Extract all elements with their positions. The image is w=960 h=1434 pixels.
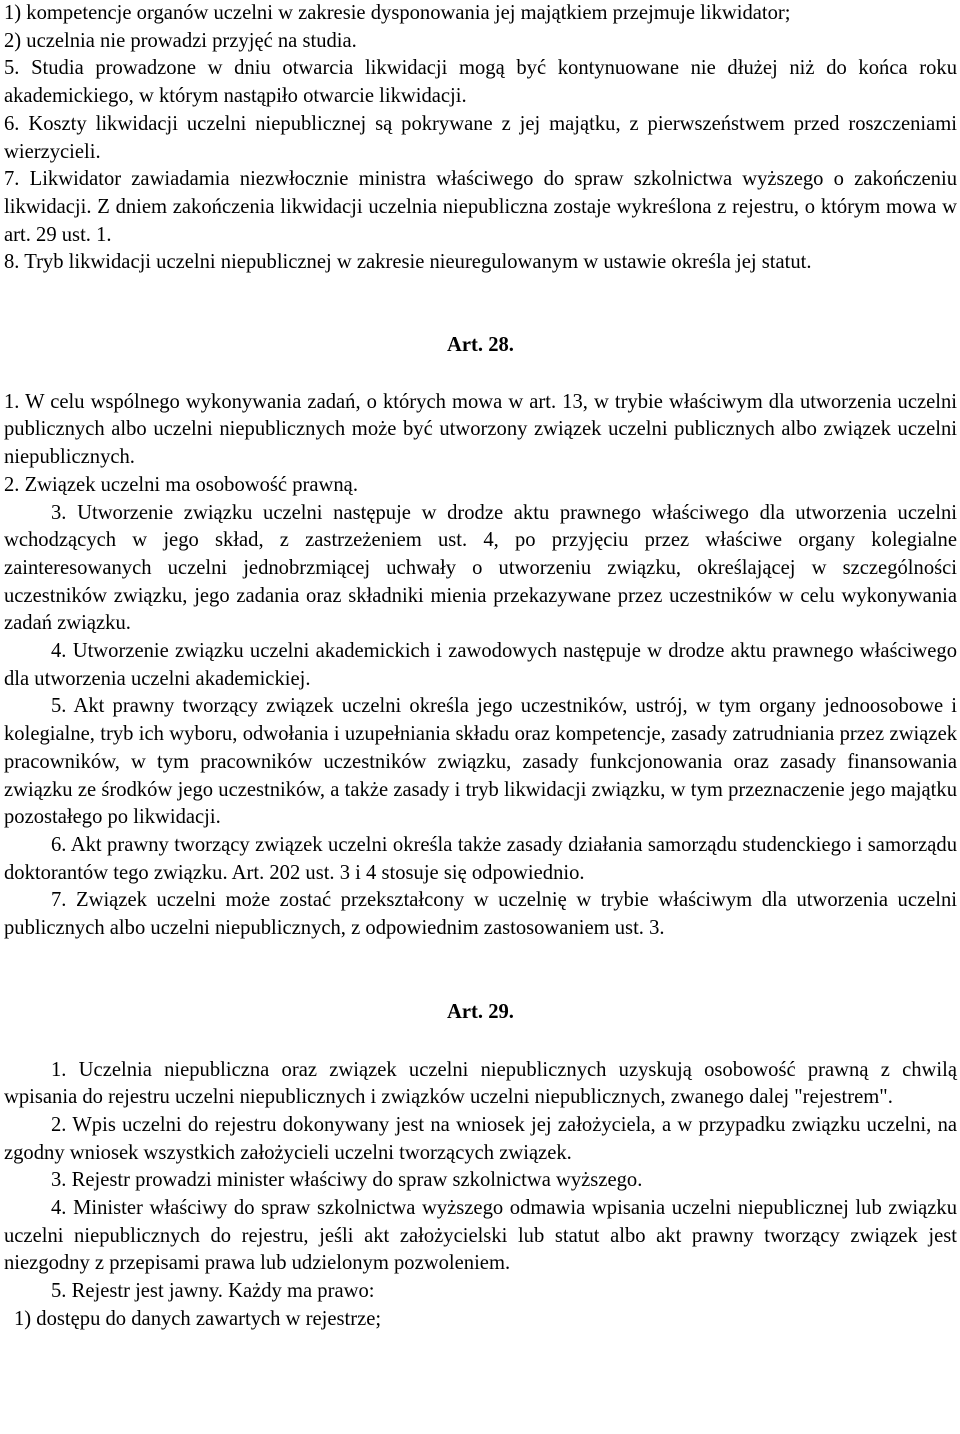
document-content xyxy=(4,0,957,1334)
paragraph: 5. Rejestr jest jawny. Każdy ma prawo: xyxy=(51,1280,375,1303)
list-item: 2) uczelnia nie prowadzi przyjęć na studia. xyxy=(4,29,357,52)
paragraph: 2. Wpis uczelni do rejestru dokonywany jest na wniosek jej założyciela, a w przypadku związku uczelni, na zgodny wniosek wszystkich założycieli uczelni tworzących związek. xyxy=(4,1113,957,1164)
paragraph: 7. Związek uczelni może zostać przekształcony w uczelnię w trybie właściwym dla utworzenia uczelni publicznych albo uczelni niepublicznych, z odpowiednim zastosowaniem ust. 3. xyxy=(4,889,957,940)
paragraph: 7. Likwidator zawiadamia niezwłocznie ministra właściwego do spraw szkolnictwa wyższego o zakończeniu likwidacji. Z dniem zakończenia likwidacji uczelnia niepubliczna zostaje wykreślona z rejestru, o którym mowa w art. 29 ust. 1. xyxy=(4,168,957,246)
paragraph: 6. Koszty likwidacji uczelni niepublicznej są pokrywane z jej majątku, z pierwszeństwem przed roszczeniami wierzycieli. xyxy=(4,112,957,163)
paragraph: 6. Akt prawny tworzący związek uczelni określa także zasady działania samorządu studenckiego i samorządu doktorantów tego związku. Art. 202 ust. 3 i 4 stosuje się odpowiednio. xyxy=(4,833,957,884)
paragraph: 3. Utworzenie związku uczelni następuje w drodze aktu prawnego właściwego dla utworzenia uczelni wchodzących w jego skład, z zastrzeżeniem ust. 4, po przyjęciu przez właściwe organy kolegialne zainteresowanych uczelni jednobrzmiącej uchwały o utworzeniu związku, określającej w szczególności uczestników związku, jego zadania oraz składniki mienia przekazywane przez uczestników w celu wykonywania zadań związku. xyxy=(4,501,957,635)
paragraph: 5. Studia prowadzone w dniu otwarcia likwidacji mogą być kontynuowane nie dłużej niż do końca roku akademickiego, w którym nastąpiło otwarcie likwidacji. xyxy=(4,57,957,108)
list-item: 1) dostępu do danych zawartych w rejestrze; xyxy=(14,1307,382,1330)
paragraph: 8. Tryb likwidacji uczelni niepublicznej w zakresie nieuregulowanym w ustawie określa jej statut. xyxy=(4,251,812,274)
paragraph: 1. Uczelnia niepubliczna oraz związek uczelni niepublicznych uzyskują osobowość prawną z chwilą wpisania do rejestru uczelni niepublicznych i związków uczelni niepublicznych, zwanego dalej "rejestrem". xyxy=(4,1058,957,1109)
paragraph: 1. W celu wspólnego wykonywania zadań, o których mowa w art. 13, w trybie właściwym dla utworzenia uczelni publicznych albo uczelni niepublicznych może być utworzony związek uczelni publicznych albo związek uczelni niepublicznych. xyxy=(4,390,957,469)
spacer xyxy=(4,943,957,999)
article-heading: Art. 28. xyxy=(447,334,514,357)
paragraph: 2. Związek uczelni ma osobowość prawną. xyxy=(4,473,358,496)
spacer xyxy=(4,277,957,332)
paragraph: 4. Utworzenie związku uczelni akademickich i zawodowych następuje w drodze aktu prawnego właściwego dla utworzenia uczelni akademickiej. xyxy=(4,640,957,690)
list-item: 1) kompetencje organów uczelni w zakresie dysponowania jej majątkiem przejmuje likwidator; xyxy=(4,2,791,24)
paragraph: 3. Rejestr prowadzi minister właściwy do spraw szkolnictwa wyższego. xyxy=(51,1169,643,1192)
spacer xyxy=(4,360,957,389)
paragraph: 5. Akt prawny tworzący związek uczelni określa jego uczestników, ustrój, w tym organy jednoosobowe i kolegialne, tryb ich wyboru, odwołania i uzupełniania składu oraz kompetencje, zasady zatrudniania przez związek pracowników, w tym pracowników uczestników związku, zasady funkcjonowania oraz zasady finansowania związku ze środków jego uczestników, a także zasady i tryb likwidacji związku, w tym przeznaczenie jego majątku pozostałego po likwidacji. xyxy=(4,695,957,829)
spacer xyxy=(4,1027,957,1057)
paragraph: 4. Minister właściwy do spraw szkolnictwa wyższego odmawia wpisania uczelni niepublicznej lub związku uczelni niepublicznych do rejestru, jeśli akt założycielski lub statut albo akt prawny tworzący związek jest niezgodny z przepisami prawa lub udzielonym pozwoleniem. xyxy=(4,1197,957,1275)
article-heading: Art. 29. xyxy=(447,1000,514,1023)
